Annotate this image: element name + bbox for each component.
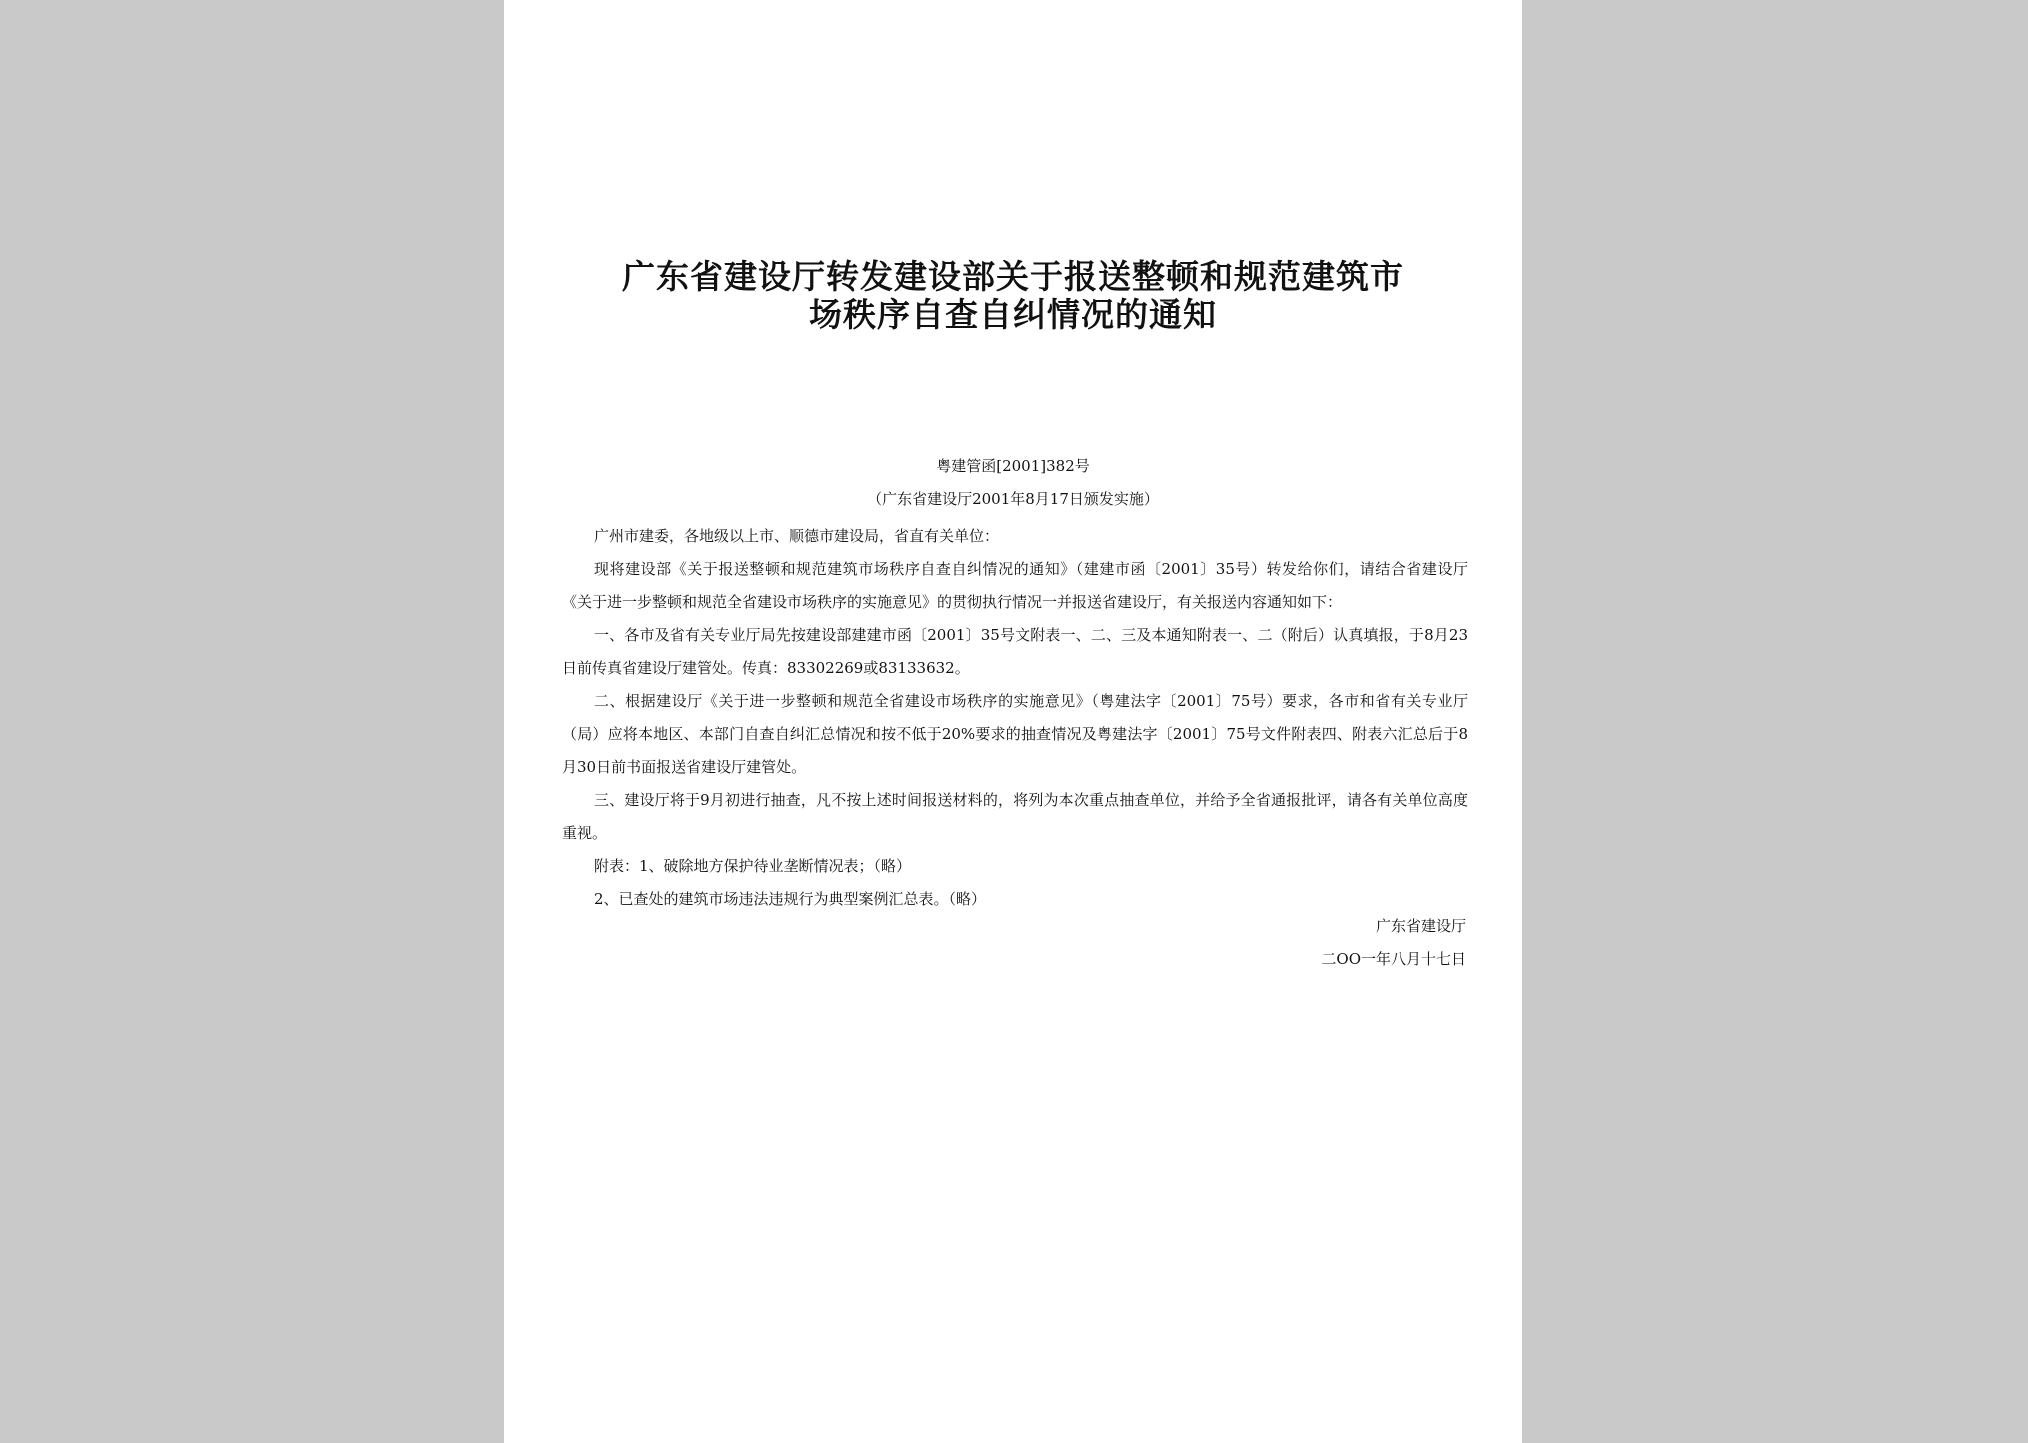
attachment-2: 2、已查处的建筑市场违法违规行为典型案例汇总表。（略） xyxy=(594,890,987,908)
document-body xyxy=(562,520,1468,916)
document-title xyxy=(504,258,1522,334)
document-page xyxy=(504,0,1522,1443)
salutation: 广州市建委，各地级以上市、顺德市建设局，省直有关单位： xyxy=(594,527,1000,545)
title-line-1: 广东省建设厅转发建设部关于报送整顿和规范建筑市 xyxy=(622,257,1404,296)
signature-date: 二OO一年八月十七日 xyxy=(1321,950,1466,968)
document-number: 粤建管函[2001]382号 xyxy=(936,457,1090,475)
paragraph-item-1: 一、各市及省有关专业厅局先按建设部建建市函〔2001〕35号文附表一、二、三及本通知附表一、二（附后）认真填报，于8月23日前传真省建设厅建管处。传真：83302269或83133632。 xyxy=(562,626,1468,677)
signature-organization: 广东省建设厅 xyxy=(1375,917,1466,935)
attachment-1: 附表：1、破除地方保护待业垄断情况表；（略） xyxy=(594,857,912,875)
paragraph-item-2: 二、根据建设厅《关于进一步整顿和规范全省建设市场秩序的实施意见》（粤建法字〔2001〕75号）要求，各市和省有关专业厅（局）应将本地区、本部门自查自纠汇总情况和按不低于20%要求的抽查情况及粤建法字〔2001〕75号文件附表四、附表六汇总后于8月30日前书面报送省建设厅建管处。 xyxy=(562,692,1468,776)
paragraph-item-3: 三、建设厅将于9月初进行抽查，凡不按上述时间报送材料的，将列为本次重点抽查单位，并给予全省通报批评，请各有关单位高度重视。 xyxy=(562,791,1468,842)
paragraph-intro: 现将建设部《关于报送整顿和规范建筑市场秩序自查自纠情况的通知》（建建市函〔2001〕35号）转发给你们，请结合省建设厅《关于进一步整顿和规范全省建设市场秩序的实施意见》的贯彻执行情况一并报送省建设厅，有关报送内容通知如下： xyxy=(562,560,1468,611)
issue-note: （广东省建设厅2001年8月17日颁发实施） xyxy=(867,490,1159,508)
title-line-2: 场秩序自查自纠情况的通知 xyxy=(809,295,1217,334)
